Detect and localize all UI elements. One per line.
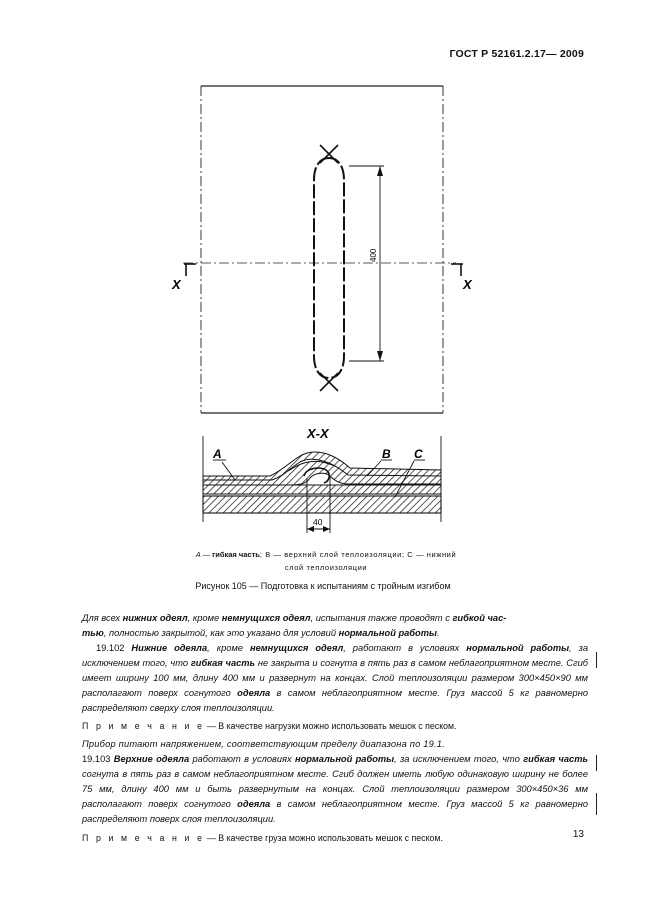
fold-end-marks [320, 145, 338, 391]
paragraph-19-103: 19.103 Верхние одеяла работают в условиях нормальной работы, за исключением того, что гибкая часть согнута в пять раз в самом неблагоприятном месте. Сгиб должен иметь любую одинаковую ширину не более 75 мм, длину 400 мм и быть развернутым на концах. Слой теплоизоляции размером 300×450×36 мм располагают поверх согнутого одеяла в самом неблагоприятном месте. Груз массой 5 кг равномерно распределяют поверх слоя теплоизоляции. [82, 754, 588, 824]
section-mark-right: X [463, 277, 472, 292]
legend-b: ; B — верхний слой теплоизоляции; C — нижний [259, 550, 457, 559]
paragraph-supply: Прибор питают напряжением, соответствующим пределу диапазона по 19.1. [82, 739, 445, 749]
figure-caption: Рисунок 105 — Подготовка к испытаниям с тройным изгибом [195, 581, 451, 591]
legend-line2: слой теплоизоляции [284, 563, 368, 572]
document-id: ГОСТ Р 52161.2.17— 2009 [449, 48, 584, 60]
paragraph-19-102: 19.102 Нижние одеяла, кроме немнущихся одеял, работают в условиях нормальной работы, за исключением того, что гибкая часть не закрыта и согнута в пять раз в самом неблагоприятном месте. Сгиб имеет ширину 100 мм, длину 400 мм и развернут на концах. Слой теплоизоляции размером 300×450×90 мм располагают поверх согнутого одеяла в самом неблагоприятном месте. Груз массой 5 кг равномерно распределяют сверху слоя теплоизоляции. [82, 643, 588, 713]
note-2: П р и м е ч а н и е — В качестве груза можно использовать мешок с песком. [82, 833, 443, 843]
label-c: C [414, 447, 423, 461]
layer-c [203, 496, 441, 513]
dim-40-label: 40 [313, 517, 323, 527]
label-b: B [382, 447, 391, 461]
note-1: П р и м е ч а н и е — В качестве нагрузки можно использовать мешок с песком. [82, 721, 457, 731]
page-number: 13 [572, 829, 584, 840]
dim-400-label: 400 [369, 248, 378, 262]
layer-a [203, 485, 441, 494]
change-bar-2 [596, 755, 597, 771]
paragraph-1: Для всех нижних одеял, кроме немнущихся одеял, испытания также проводят с гибкой час- тью, полностью закрытой, как это указано для условий нормальной работы. [82, 613, 507, 638]
section-title: X-X [307, 426, 329, 441]
change-bar-1 [596, 652, 597, 668]
section-marker-left [184, 264, 196, 276]
dimension-400 [349, 166, 384, 361]
blanket-outline [201, 86, 443, 413]
legend-a: A — [195, 550, 211, 559]
label-a: A [213, 447, 222, 461]
change-bar-3 [596, 793, 597, 815]
figure-legend [146, 548, 506, 574]
fold-outline [314, 158, 344, 378]
section-mark-left: X [172, 277, 181, 292]
section-marker-right [451, 264, 463, 276]
body-text [82, 611, 588, 846]
legend-a-term: гибкая часть [212, 550, 260, 559]
